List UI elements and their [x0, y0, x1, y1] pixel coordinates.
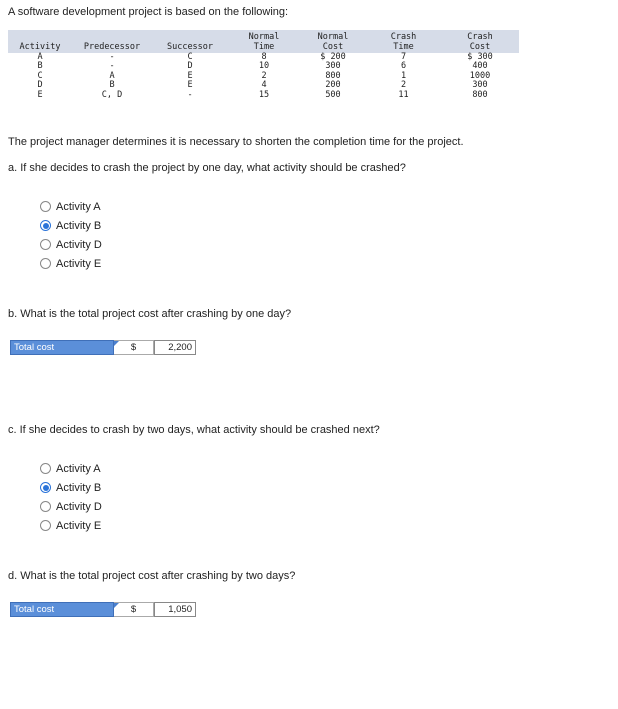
option-label: Activity A — [56, 200, 101, 213]
table-cell: 15 — [258, 89, 270, 100]
answer-row-d — [10, 602, 196, 617]
table-cell: C, D — [101, 89, 123, 100]
table-cell: A — [109, 70, 115, 81]
option-label: Activity B — [56, 481, 102, 494]
table-cell: 8 — [261, 52, 267, 62]
question-d: d. What is the total project cost after crashing by two days? — [8, 570, 296, 582]
intro-text: A software development project is based on the following: — [8, 6, 289, 18]
answer-row-b — [10, 340, 196, 355]
option-activity-b[interactable] — [40, 216, 102, 235]
option-label: Activity D — [56, 238, 102, 251]
header-text: Crash — [467, 32, 493, 42]
total-cost-input[interactable]: 1,050 — [154, 602, 196, 617]
table-cell: 800 — [472, 89, 488, 100]
table-cell: C — [187, 52, 193, 62]
table-cell: 300 — [472, 80, 488, 91]
header-text: Time — [393, 42, 414, 52]
radio-button[interactable] — [40, 201, 51, 212]
table-cell: B — [109, 80, 115, 91]
table-cell: $ 200 — [320, 52, 346, 62]
header-text: Successor — [166, 42, 214, 52]
total-cost-label: Total cost — [10, 602, 114, 617]
question-c: c. If she decides to crash by two days, what activity should be crashed next? — [8, 424, 380, 436]
table-cell: $ 300 — [467, 52, 493, 62]
header-crash-cost — [441, 30, 519, 53]
radio-button[interactable] — [40, 463, 51, 474]
table-header-row — [8, 30, 519, 53]
question-a-options — [40, 197, 102, 273]
radio-button-selected[interactable] — [40, 220, 51, 231]
option-label: Activity B — [56, 219, 102, 232]
header-normal-time — [228, 30, 300, 53]
question-c-options — [40, 459, 102, 535]
header-text: Normal — [317, 32, 349, 42]
table-cell: 4 — [261, 80, 267, 91]
header-text: Normal — [248, 32, 280, 42]
table-cell: 500 — [325, 89, 341, 100]
table-cell: 800 — [325, 70, 341, 81]
option-label: Activity E — [56, 519, 102, 532]
table-cell: C — [37, 70, 43, 81]
header-text: Predecessor — [83, 42, 141, 52]
table-cell: - — [109, 61, 115, 72]
option-activity-e[interactable] — [40, 254, 102, 273]
table-cell: 2 — [261, 70, 267, 81]
option-activity-a[interactable] — [40, 197, 102, 216]
header-activity — [8, 30, 72, 53]
table-row — [8, 91, 519, 101]
header-normal-cost — [300, 30, 366, 53]
option-label: Activity E — [56, 257, 102, 270]
table-cell: 11 — [398, 89, 409, 100]
option-activity-a[interactable] — [40, 459, 102, 478]
option-label: Activity D — [56, 500, 102, 513]
table-cell: - — [187, 89, 193, 100]
header-text: Cost — [469, 42, 491, 52]
table-cell: D — [37, 80, 43, 91]
radio-button[interactable] — [40, 520, 51, 531]
radio-button-selected[interactable] — [40, 482, 51, 493]
header-text: Activity — [19, 42, 61, 52]
currency-symbol: $ — [114, 602, 154, 617]
table-cell: 1000 — [469, 70, 491, 81]
header-text: Cost — [322, 42, 344, 52]
project-table — [8, 30, 519, 101]
table-cell: 400 — [472, 61, 488, 72]
table-cell: 200 — [325, 80, 341, 91]
table-cell: E — [187, 80, 193, 91]
problem-statement: The project manager determines it is necessary to shorten the completion time for the project. — [8, 136, 464, 148]
option-label: Activity A — [56, 462, 101, 475]
option-activity-e[interactable] — [40, 516, 102, 535]
table-cell: 10 — [258, 61, 270, 72]
radio-button[interactable] — [40, 258, 51, 269]
total-cost-label: Total cost — [10, 340, 114, 355]
header-predecessor — [72, 30, 152, 53]
table-cell: E — [187, 70, 193, 81]
option-activity-d[interactable] — [40, 235, 102, 254]
header-crash-time — [366, 30, 441, 53]
header-text: Crash — [390, 32, 417, 42]
radio-button[interactable] — [40, 239, 51, 250]
table-cell: A — [37, 52, 43, 62]
question-a: a. If she decides to crash the project by one day, what activity should be crashed? — [8, 162, 406, 174]
header-successor — [152, 30, 228, 53]
table-cell: D — [187, 61, 193, 72]
table-cell: B — [37, 61, 43, 72]
option-activity-b[interactable] — [40, 478, 102, 497]
table-cell: 1 — [400, 70, 407, 81]
table-cell: 6 — [400, 61, 407, 72]
header-text: Time — [253, 42, 275, 52]
option-activity-d[interactable] — [40, 497, 102, 516]
currency-symbol: $ — [114, 340, 154, 355]
radio-button[interactable] — [40, 501, 51, 512]
total-cost-input[interactable]: 2,200 — [154, 340, 196, 355]
table-cell: 300 — [325, 61, 341, 72]
table-cell: 2 — [400, 80, 407, 91]
table-cell: E — [37, 89, 43, 100]
table-cell: 7 — [400, 52, 407, 62]
table-cell: - — [109, 52, 115, 62]
question-b: b. What is the total project cost after crashing by one day? — [8, 308, 292, 320]
